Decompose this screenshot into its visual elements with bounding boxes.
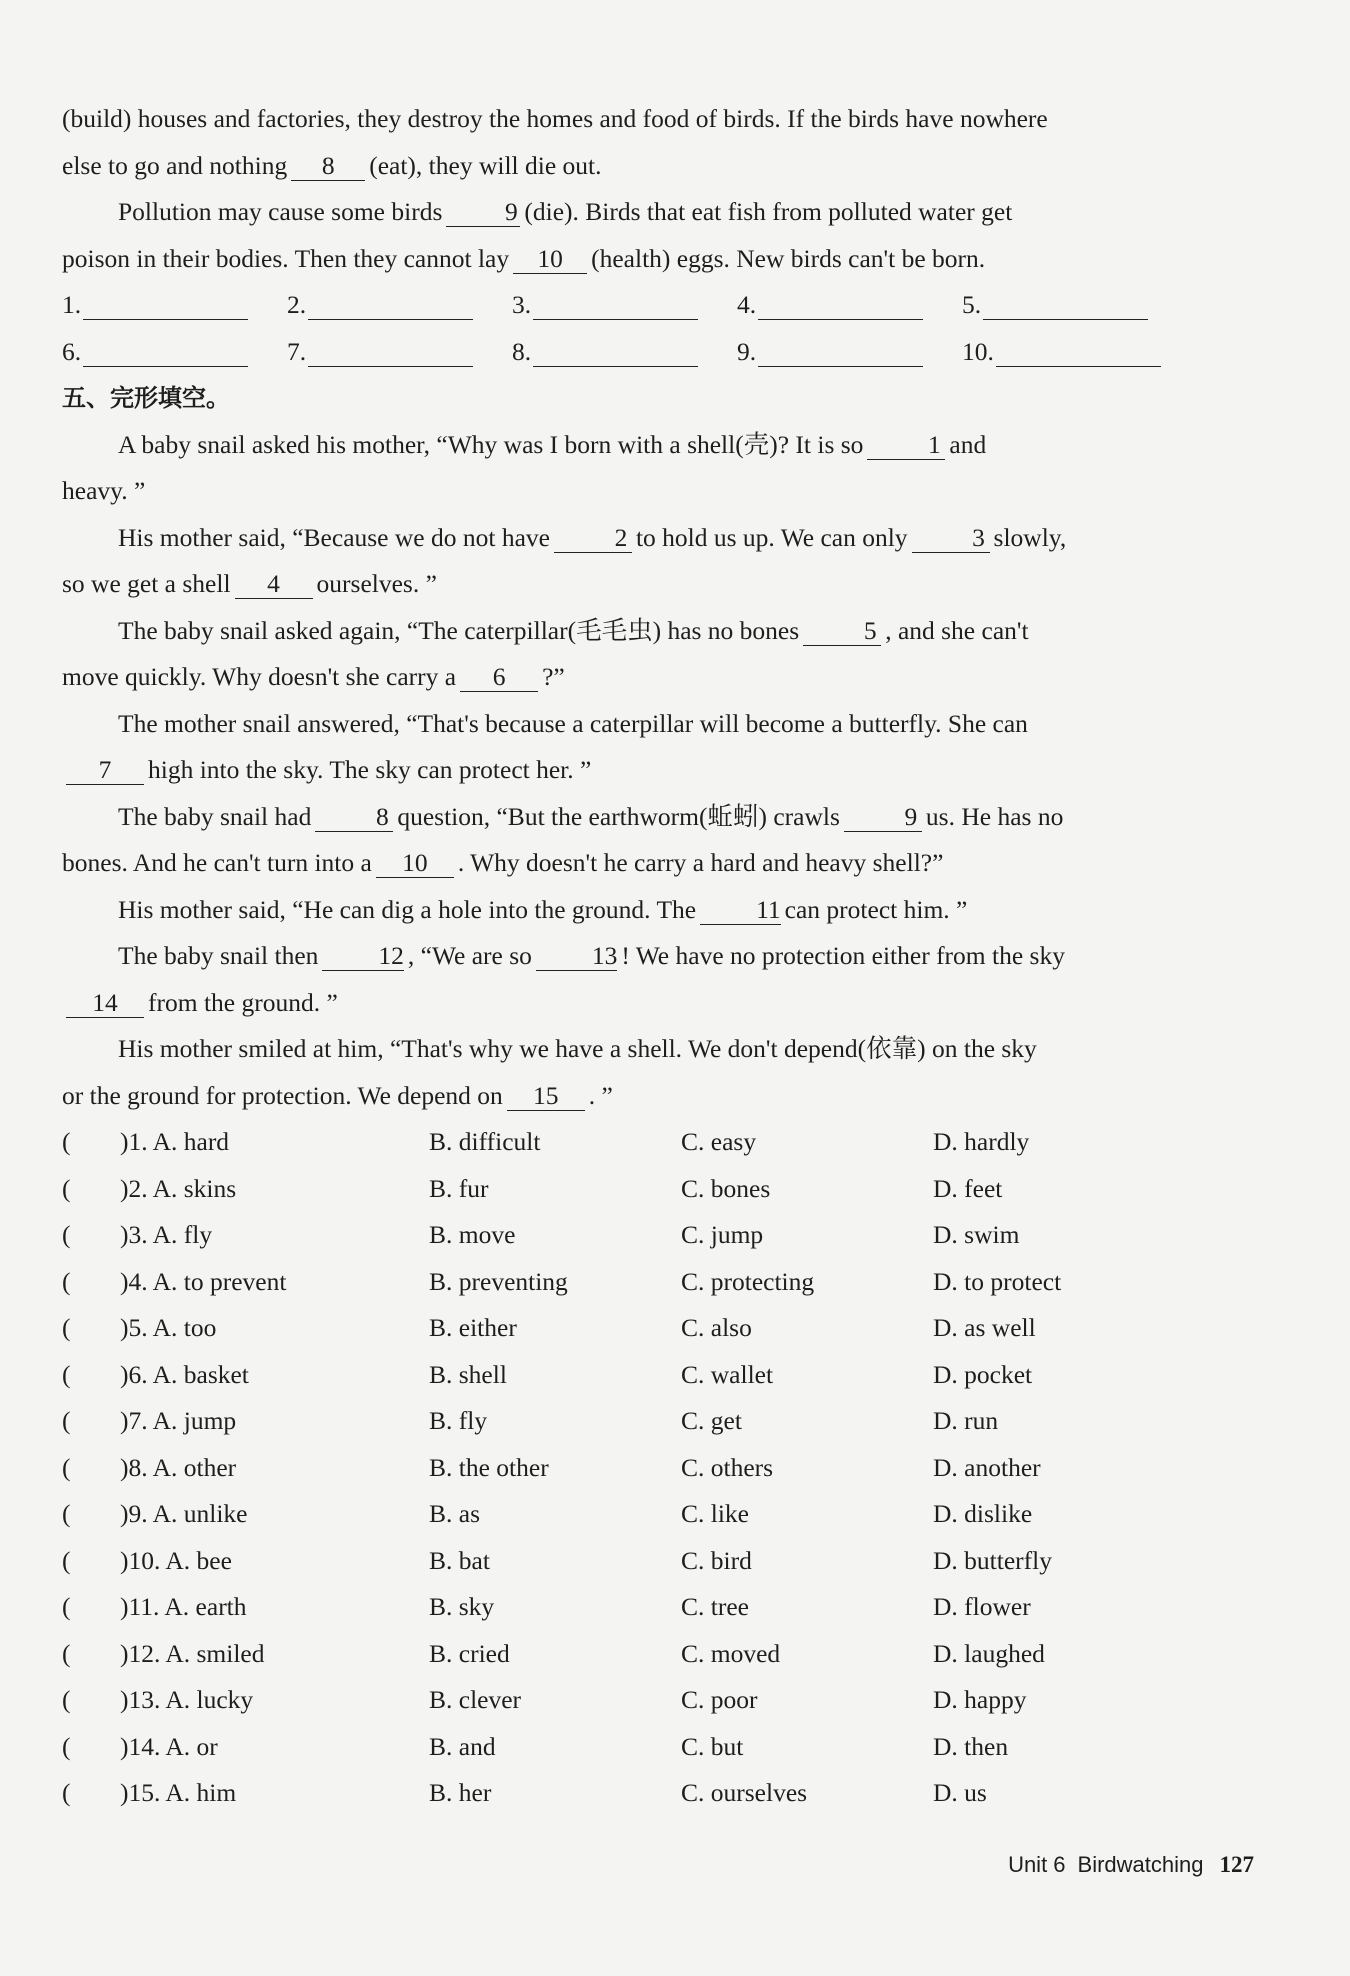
cloze-line: [62, 840, 1286, 887]
option-a[interactable]: )10. A. bee: [120, 1545, 232, 1575]
cloze-line: [62, 1073, 1286, 1120]
option-d[interactable]: D. run: [933, 1406, 999, 1435]
cloze-line: [62, 701, 1286, 748]
section-title: 五、完形填空。: [62, 384, 230, 412]
answer-bracket[interactable]: (: [62, 1173, 71, 1203]
option-d[interactable]: D. then: [933, 1731, 1009, 1761]
footer-title: Birdwatching: [1077, 1852, 1204, 1877]
option-b[interactable]: B. clever: [429, 1685, 522, 1714]
answer-number: 5.: [962, 290, 982, 320]
option-c[interactable]: C. moved: [681, 1638, 781, 1668]
answer-row: [62, 282, 1286, 329]
cloze-line: [62, 515, 1286, 562]
option-row: [62, 1770, 1286, 1817]
answer-line[interactable]: [83, 297, 248, 320]
passage-line: [62, 143, 1286, 190]
answer-number: 8.: [512, 336, 532, 366]
cloze-passage: [62, 422, 1286, 1120]
cloze-blank-15[interactable]: 15: [507, 1082, 585, 1111]
option-c[interactable]: C. ourselves: [681, 1778, 808, 1807]
cloze-blank-6[interactable]: 6: [460, 663, 538, 692]
cloze-blank-1[interactable]: 1: [867, 431, 945, 460]
cloze-blank-12[interactable]: 12: [322, 942, 404, 971]
option-a[interactable]: )5. A. too: [120, 1313, 217, 1342]
answer-line[interactable]: [758, 344, 923, 367]
passage-top: [62, 96, 1286, 282]
answer-cell[interactable]: [512, 337, 737, 367]
answer-bracket[interactable]: (: [62, 1266, 71, 1296]
option-c[interactable]: C. others: [681, 1452, 774, 1482]
passage-line: (build) houses and factories, they destroy the homes and food of birds. If the birds have nowhere: [62, 104, 1048, 133]
option-a[interactable]: )14. A. or: [120, 1731, 218, 1761]
cloze-blank-2[interactable]: 2: [554, 524, 632, 553]
option-c[interactable]: C. protecting: [681, 1266, 815, 1296]
passage-line: [62, 189, 1286, 236]
answer-bracket[interactable]: (: [62, 1778, 71, 1807]
option-row: [62, 1677, 1286, 1724]
answer-line[interactable]: [996, 344, 1161, 367]
option-a[interactable]: )15. A. him: [120, 1778, 237, 1807]
answer-line[interactable]: [83, 344, 248, 367]
cloze-text: The mother snail answered, “That's because a caterpillar will become a butterfly. She can: [118, 708, 1028, 738]
question-stem: [62, 1491, 429, 1538]
option-c[interactable]: C. bones: [681, 1173, 771, 1203]
option-d[interactable]: D. butterfly: [933, 1545, 1052, 1575]
cloze-blank-7[interactable]: 7: [66, 756, 144, 785]
option-b[interactable]: B. shell: [429, 1359, 507, 1389]
option-d[interactable]: D. flower: [933, 1592, 1031, 1621]
cloze-text: slowly,: [993, 522, 1067, 552]
answer-number: 10.: [962, 336, 994, 366]
cloze-line: [62, 468, 1286, 515]
option-c[interactable]: C. but: [681, 1731, 744, 1761]
option-b[interactable]: B. preventing: [429, 1266, 568, 1296]
page-number: 127: [1219, 1852, 1254, 1877]
cloze-blank-4[interactable]: 4: [235, 570, 313, 599]
option-c[interactable]: C. also: [681, 1313, 752, 1342]
option-a[interactable]: )3. A. fly: [120, 1220, 213, 1249]
answer-line[interactable]: [308, 297, 473, 320]
option-c[interactable]: C. jump: [681, 1220, 764, 1249]
option-d[interactable]: D. pocket: [933, 1359, 1033, 1389]
footer-unit: Unit 6: [1008, 1852, 1066, 1877]
cloze-text: can protect him. ”: [784, 894, 968, 924]
answer-bracket[interactable]: (: [62, 1452, 71, 1482]
cloze-blank-13[interactable]: 13: [536, 942, 618, 971]
answer-blank-9[interactable]: 9: [446, 198, 520, 227]
option-a[interactable]: )9. A. unlike: [120, 1499, 248, 1528]
cloze-line: [62, 933, 1286, 980]
option-c[interactable]: C. like: [681, 1499, 749, 1528]
cloze-blank-8[interactable]: 8: [315, 803, 393, 832]
cloze-line: [62, 980, 1286, 1027]
option-row: [62, 1119, 1286, 1166]
cloze-blank-9[interactable]: 9: [844, 803, 922, 832]
answer-bracket[interactable]: (: [62, 1220, 71, 1249]
option-d[interactable]: D. to protect: [933, 1266, 1062, 1296]
option-d[interactable]: D. happy: [933, 1685, 1027, 1714]
question-stem: [62, 1212, 429, 1259]
option-row: [62, 1724, 1286, 1771]
cloze-blank-14[interactable]: 14: [66, 989, 144, 1018]
question-stem: [62, 1631, 429, 1678]
cloze-text: ! We have no protection either from the sky: [621, 941, 1065, 970]
cloze-blank-3[interactable]: 3: [912, 524, 990, 553]
cloze-text: ourselves. ”: [316, 569, 437, 598]
option-b[interactable]: B. move: [429, 1220, 516, 1249]
option-row: [62, 1491, 1286, 1538]
answer-line[interactable]: [308, 344, 473, 367]
cloze-text: move quickly. Why doesn't she carry a: [62, 662, 457, 691]
option-b[interactable]: B. fly: [429, 1406, 488, 1435]
cloze-line: [62, 654, 1286, 701]
cloze-line: [62, 1026, 1286, 1073]
cloze-line: [62, 422, 1286, 469]
answer-bracket[interactable]: (: [62, 1685, 71, 1714]
option-a[interactable]: )2. A. skins: [120, 1173, 237, 1203]
cloze-blank-10[interactable]: 10: [376, 849, 454, 878]
option-a[interactable]: )13. A. lucky: [120, 1685, 254, 1714]
cloze-text: His mother smiled at him, “That's why we have a shell. We don't depend(依靠) on the sky: [118, 1034, 1037, 1063]
answer-number: 9.: [737, 336, 757, 366]
cloze-text: bones. And he can't turn into a: [62, 848, 372, 877]
cloze-text: . Why doesn't he carry a hard and heavy shell?”: [457, 848, 944, 877]
question-stem: [62, 1724, 429, 1771]
passage-text: else to go and nothing: [62, 150, 288, 180]
option-row: [62, 1259, 1286, 1306]
question-stem: [62, 1259, 429, 1306]
answer-row: [62, 329, 1286, 376]
options-list: [62, 1119, 1286, 1817]
cloze-line: [62, 608, 1286, 655]
option-d[interactable]: D. feet: [933, 1173, 1003, 1203]
cloze-text: and: [949, 429, 987, 459]
answer-line[interactable]: [533, 344, 698, 367]
option-c[interactable]: C. poor: [681, 1685, 758, 1714]
option-row: [62, 1305, 1286, 1352]
cloze-blank-11[interactable]: 11: [700, 896, 781, 925]
passage-text: (die). Birds that eat fish from polluted water get: [524, 197, 1013, 226]
option-b[interactable]: B. difficult: [429, 1127, 541, 1156]
cloze-text: so we get a shell: [62, 569, 231, 598]
passage-line: [62, 236, 1286, 283]
answer-cell[interactable]: [62, 337, 287, 367]
answer-bracket[interactable]: (: [62, 1359, 71, 1389]
cloze-text: His mother said, “Because we do not have: [118, 522, 550, 552]
cloze-line: [62, 794, 1286, 841]
answer-number: 2.: [287, 290, 307, 320]
question-stem: [62, 1584, 429, 1631]
option-b[interactable]: B. cried: [429, 1638, 510, 1668]
option-d[interactable]: D. as well: [933, 1313, 1036, 1342]
cloze-text: heavy. ”: [62, 476, 146, 505]
cloze-text: from the ground. ”: [148, 987, 338, 1017]
cloze-text: The baby snail then: [118, 941, 319, 970]
option-c[interactable]: C. tree: [681, 1592, 749, 1621]
cloze-text: The baby snail asked again, “The caterpillar(毛毛虫) has no bones: [118, 615, 800, 645]
cloze-text: ?”: [542, 662, 565, 691]
answer-cell[interactable]: [962, 290, 1187, 320]
answer-bracket[interactable]: (: [62, 1638, 71, 1668]
option-a[interactable]: )1. A. hard: [120, 1127, 230, 1156]
passage-text: (eat), they will die out.: [369, 150, 602, 180]
option-a[interactable]: )6. A. basket: [120, 1359, 249, 1389]
option-a[interactable]: )11. A. earth: [120, 1592, 247, 1621]
option-d[interactable]: D. hardly: [933, 1127, 1030, 1156]
cloze-text: A baby snail asked his mother, “Why was I born with a shell(壳)? It is so: [118, 429, 864, 459]
question-stem: [62, 1445, 429, 1492]
answer-blank-8[interactable]: 8: [291, 152, 365, 181]
answer-cell[interactable]: [287, 337, 512, 367]
option-row: [62, 1538, 1286, 1585]
question-stem: [62, 1352, 429, 1399]
question-stem: [62, 1770, 429, 1817]
cloze-text: His mother said, “He can dig a hole into the ground. The: [118, 894, 697, 924]
answer-bracket[interactable]: (: [62, 1406, 71, 1435]
question-stem: [62, 1119, 429, 1166]
option-row: [62, 1584, 1286, 1631]
option-a[interactable]: )8. A. other: [120, 1452, 237, 1482]
cloze-line: [62, 887, 1286, 934]
option-b[interactable]: B. bat: [429, 1545, 490, 1575]
answer-lines: [62, 282, 1286, 375]
passage-text: (health) eggs. New birds can't be born.: [591, 243, 986, 273]
option-row: [62, 1212, 1286, 1259]
option-a[interactable]: )7. A. jump: [120, 1406, 237, 1435]
question-stem: [62, 1398, 429, 1445]
answer-bracket[interactable]: (: [62, 1313, 71, 1342]
answer-number: 1.: [62, 290, 82, 320]
option-row: [62, 1445, 1286, 1492]
cloze-line: [62, 561, 1286, 608]
answer-number: 6.: [62, 336, 82, 366]
page-footer: [1008, 1852, 1254, 1878]
answer-bracket[interactable]: (: [62, 1592, 71, 1621]
option-b[interactable]: B. fur: [429, 1173, 489, 1203]
cloze-line: [62, 747, 1286, 794]
answer-bracket[interactable]: (: [62, 1499, 71, 1528]
option-b[interactable]: B. either: [429, 1313, 517, 1342]
option-d[interactable]: D. swim: [933, 1220, 1020, 1249]
option-b[interactable]: B. her: [429, 1778, 492, 1807]
cloze-text: The baby snail had: [118, 801, 312, 831]
option-row: [62, 1631, 1286, 1678]
option-a[interactable]: )4. A. to prevent: [120, 1266, 287, 1296]
passage-text: Pollution may cause some birds: [118, 197, 443, 226]
cloze-text: . ”: [588, 1080, 613, 1110]
answer-cell[interactable]: [512, 290, 737, 320]
cloze-text: to hold us up. We can only: [635, 522, 908, 552]
option-row: [62, 1398, 1286, 1445]
answer-cell[interactable]: [962, 337, 1187, 367]
answer-cell[interactable]: [287, 290, 512, 320]
option-row: [62, 1352, 1286, 1399]
answer-bracket[interactable]: (: [62, 1545, 71, 1575]
option-b[interactable]: B. as: [429, 1499, 480, 1528]
option-c[interactable]: C. bird: [681, 1545, 752, 1575]
answer-blank-10[interactable]: 10: [513, 245, 587, 274]
cloze-text: , and she can't: [885, 615, 1029, 645]
option-c[interactable]: C. easy: [681, 1127, 757, 1156]
cloze-text: question, “But the earthworm(蚯蚓) crawls: [397, 801, 840, 831]
question-stem: [62, 1305, 429, 1352]
answer-cell[interactable]: [737, 290, 962, 320]
option-d[interactable]: D. us: [933, 1778, 987, 1807]
answer-bracket[interactable]: (: [62, 1127, 71, 1156]
option-c[interactable]: C. get: [681, 1406, 742, 1435]
option-b[interactable]: B. the other: [429, 1452, 549, 1482]
option-d[interactable]: D. laughed: [933, 1638, 1045, 1668]
answer-number: 4.: [737, 290, 757, 320]
cloze-text: us. He has no: [925, 801, 1064, 831]
question-stem: [62, 1166, 429, 1213]
option-d[interactable]: D. another: [933, 1452, 1041, 1482]
cloze-text: , “We are so: [407, 941, 532, 970]
option-b[interactable]: B. and: [429, 1731, 496, 1761]
answer-bracket[interactable]: (: [62, 1731, 71, 1761]
question-stem: [62, 1677, 429, 1724]
option-row: [62, 1166, 1286, 1213]
option-b[interactable]: B. sky: [429, 1592, 495, 1621]
answer-number: 7.: [287, 336, 307, 366]
passage-text: poison in their bodies. Then they cannot lay: [62, 243, 510, 273]
cloze-text: high into the sky. The sky can protect her. ”: [148, 755, 592, 784]
answer-line[interactable]: [983, 297, 1148, 320]
answer-cell[interactable]: [62, 290, 287, 320]
cloze-blank-5[interactable]: 5: [803, 617, 881, 646]
answer-line[interactable]: [758, 297, 923, 320]
cloze-text: or the ground for protection. We depend on: [62, 1080, 503, 1110]
option-c[interactable]: C. wallet: [681, 1359, 774, 1389]
option-a[interactable]: )12. A. smiled: [120, 1638, 265, 1668]
answer-number: 3.: [512, 290, 532, 320]
answer-line[interactable]: [533, 297, 698, 320]
question-stem: [62, 1538, 429, 1585]
option-d[interactable]: D. dislike: [933, 1499, 1033, 1528]
answer-cell[interactable]: [737, 337, 962, 367]
